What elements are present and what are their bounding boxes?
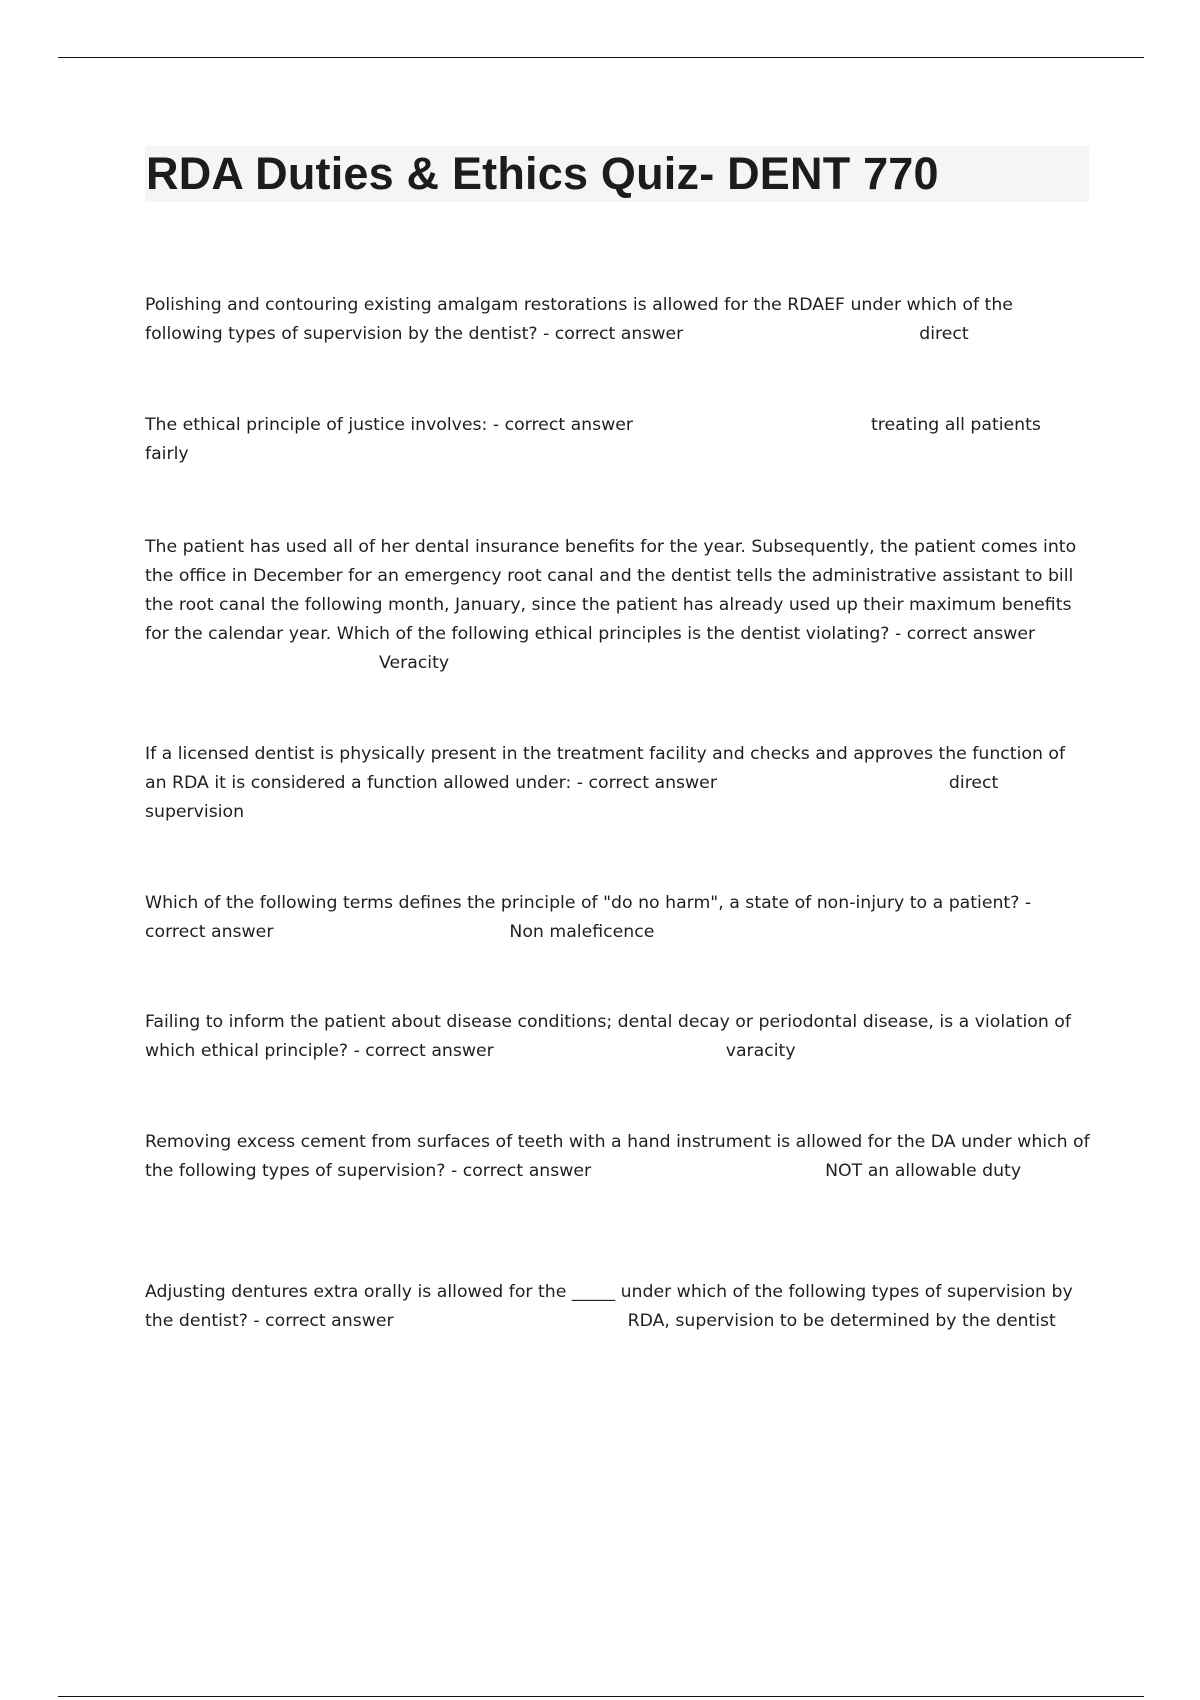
question-text: If a licensed dentist is physically present in the treatment facility and checks and approves the function of an RDA it is considered a function allowed under: - correct answer: [145, 744, 1066, 793]
qa-item: [145, 411, 1090, 469]
question-text: The ethical principle of justice involves: - correct answer: [145, 415, 634, 435]
question-text: Adjusting dentures extra orally is allowed for the _____ under which of the following types of supervision by the dentist? - correct answer: [145, 1282, 1073, 1331]
qa-item: [145, 291, 1090, 349]
top-rule: [58, 57, 1144, 58]
page-title: RDA Duties & Ethics Quiz- DENT 770: [146, 148, 939, 199]
answer-text: direct supervision: [145, 773, 999, 822]
question-text: Removing excess cement from surfaces of teeth with a hand instrument is allowed for the DA under which of the following types of supervision? - correct answer: [145, 1132, 1090, 1181]
answer-text: NOT an allowable duty: [825, 1161, 1022, 1181]
qa-item: [145, 740, 1090, 827]
qa-item: [145, 533, 1090, 678]
qa-item: [145, 1008, 1090, 1066]
qa-item: [145, 1278, 1090, 1336]
bottom-rule: [58, 1696, 1144, 1697]
answer-text: direct: [919, 324, 969, 344]
question-text: Polishing and contouring existing amalgam restorations is allowed for the RDAEF under which of the following types of supervision by the dentist? - correct answer: [145, 295, 1013, 344]
answer-text: RDA, supervision to be determined by the dentist: [627, 1311, 1056, 1331]
qa-item: [145, 889, 1090, 947]
answer-text: Veracity: [379, 653, 450, 673]
answer-text: treating all patients fairly: [145, 415, 1041, 464]
question-text: Failing to inform the patient about disease conditions; dental decay or periodontal disease, is a violation of which ethical principle? - correct answer: [145, 1012, 1071, 1061]
question-text: The patient has used all of her dental insurance benefits for the year. Subsequently, the patient comes into the office in December for an emergency root canal and the dentist tells the administrative assistant to bill the root canal the following month, January, since the patient has already used up their maximum benefits for the calendar year. Which of the following ethical principles is the dentist violating? - correct answer: [145, 537, 1077, 644]
answer-text: Non maleficence: [509, 922, 655, 942]
question-text: Which of the following terms defines the principle of "do no harm", a state of non-injury to a patient? - correct answer: [145, 893, 1032, 942]
answer-text: varacity: [725, 1041, 796, 1061]
qa-item: [145, 1128, 1090, 1186]
